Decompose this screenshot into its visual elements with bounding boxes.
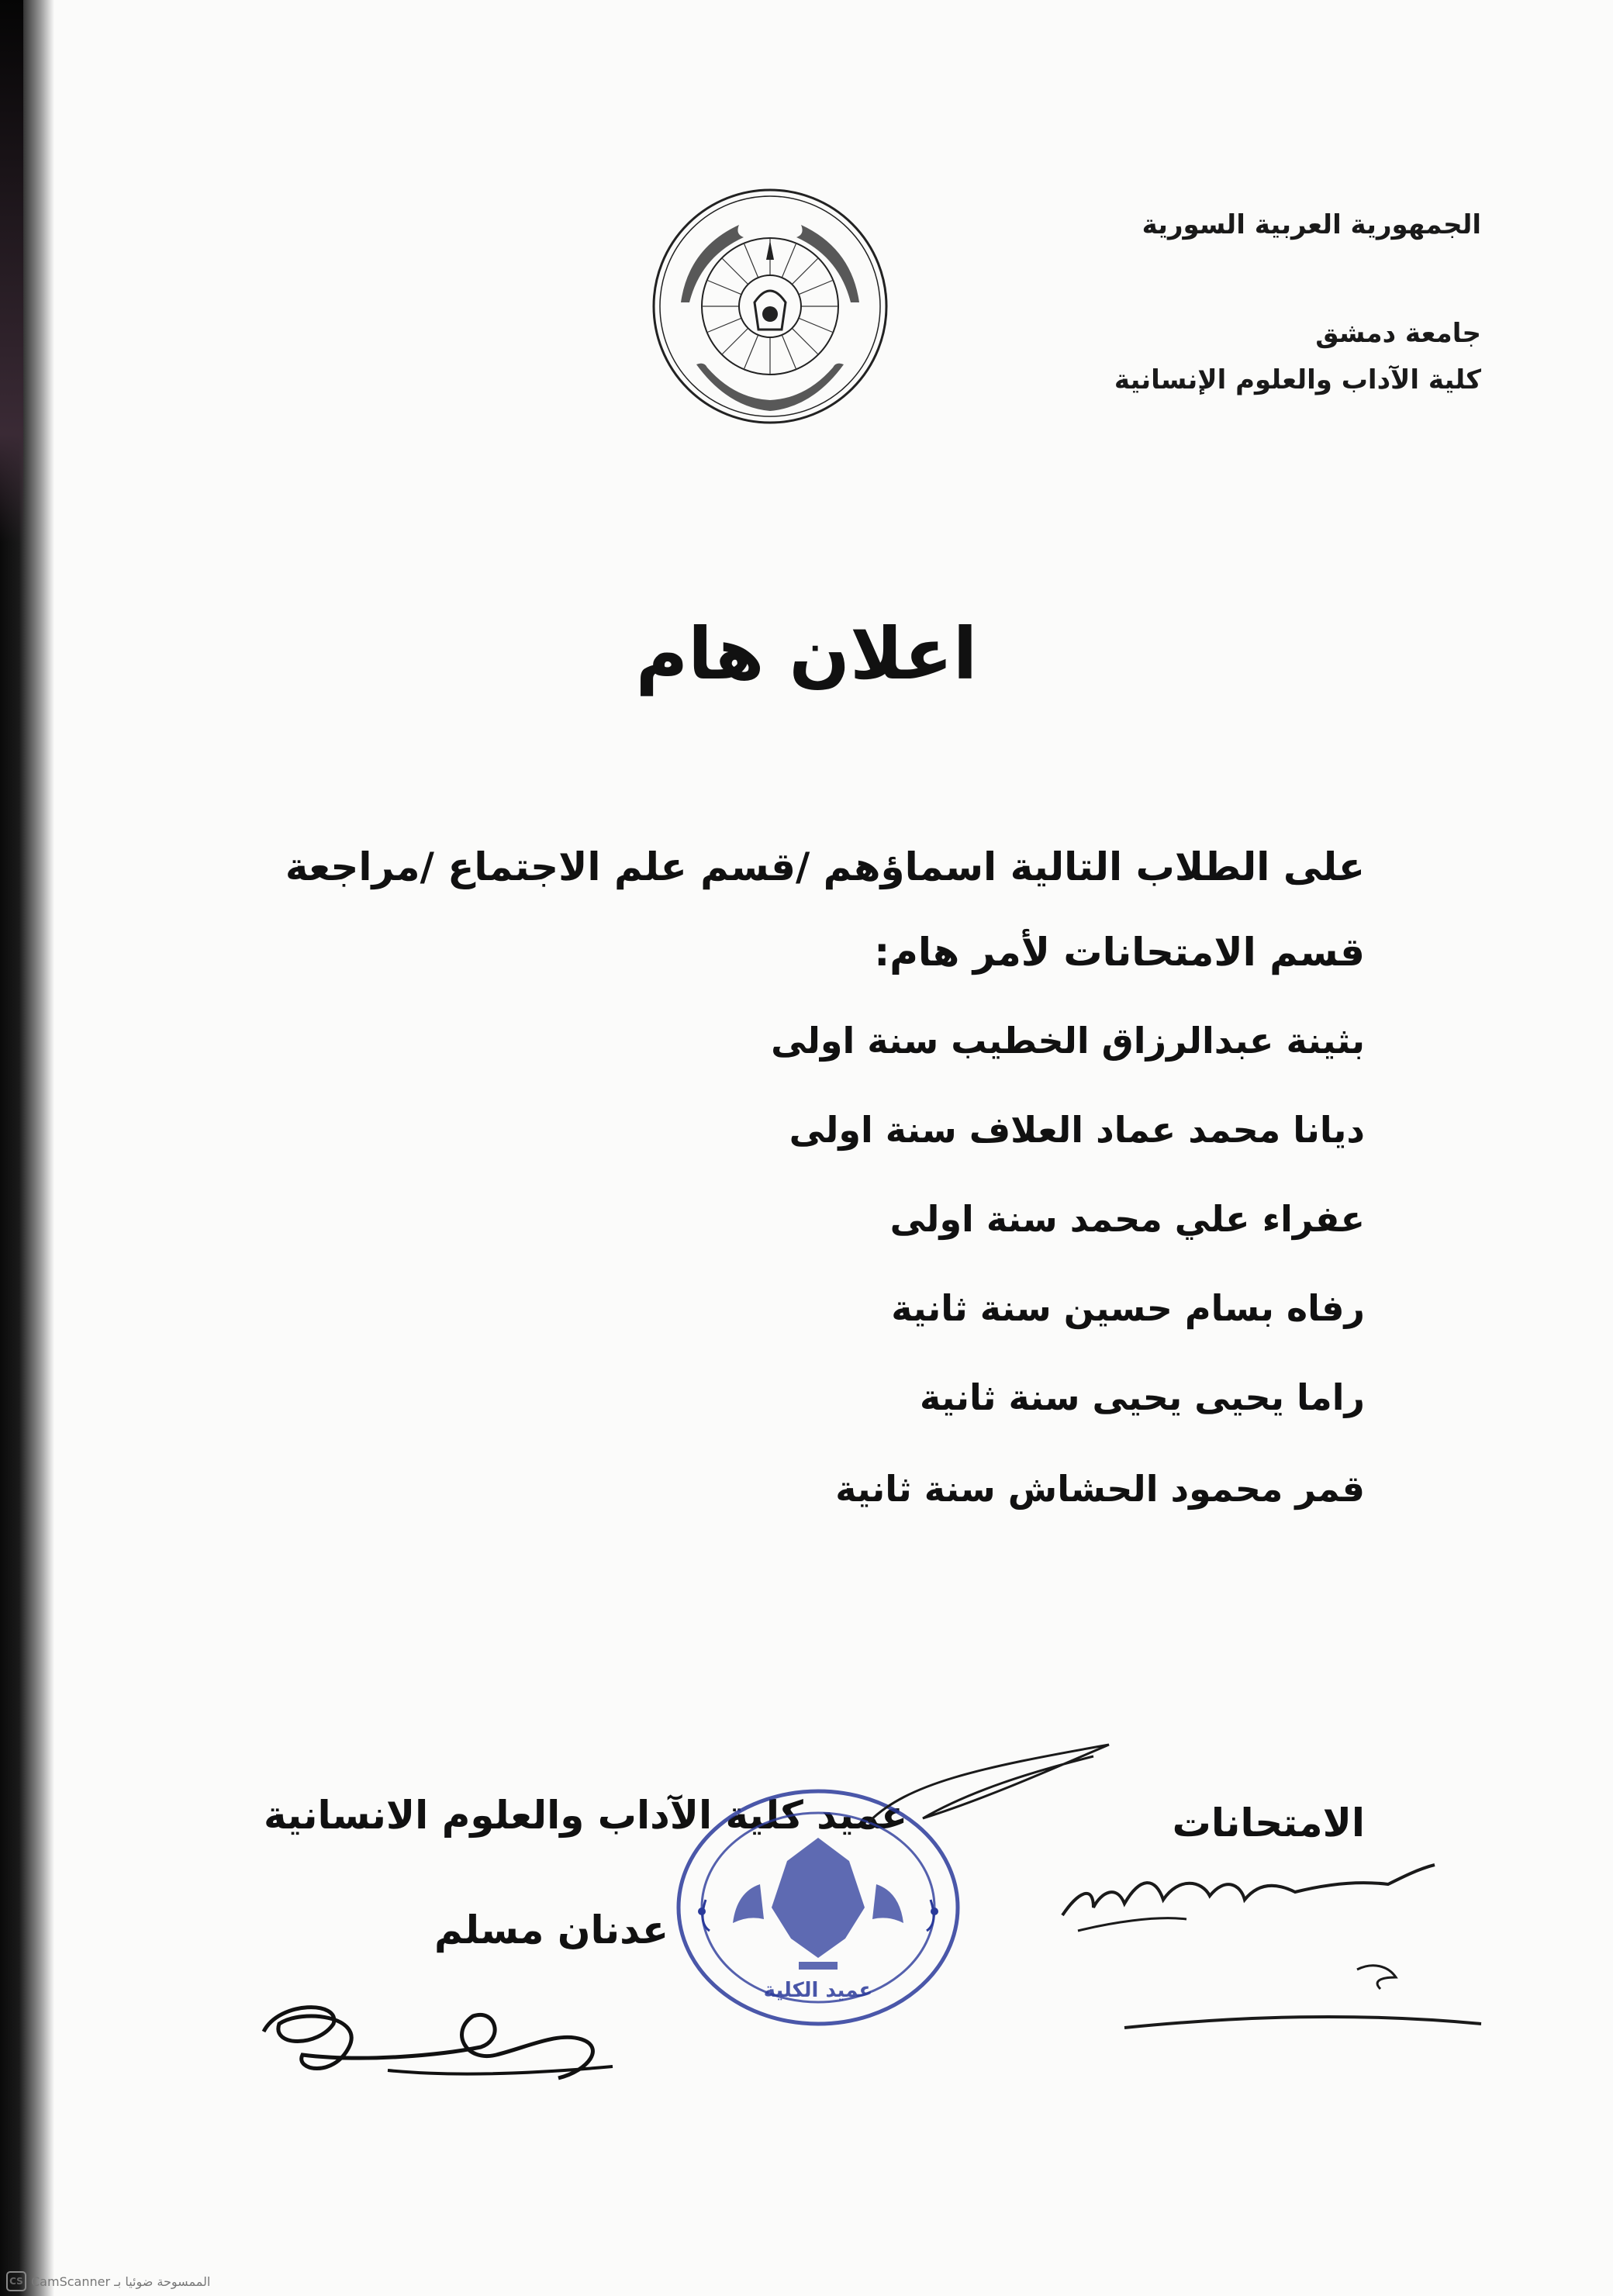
dean-signature-icon xyxy=(248,1985,636,2094)
stamp-overlap-signature-icon xyxy=(861,1737,1117,1838)
intro-line-1: على الطلاب التالية اسماؤهم /قسم علم الاجتماع /مراجعة xyxy=(285,844,1365,889)
header-republic: الجمهورية العربية السورية xyxy=(1142,209,1481,240)
student-item: رفاه بسام حسين سنة ثانية xyxy=(891,1287,1365,1329)
header-faculty: كلية الآداب والعلوم الإنسانية xyxy=(1114,364,1481,395)
student-item: راما يحيى يحيى سنة ثانية xyxy=(920,1376,1365,1418)
header-university: جامعة دمشق xyxy=(1315,318,1481,349)
student-item: بثينة عبدالرزاق الخطيب سنة اولى xyxy=(771,1020,1365,1062)
dean-title: عميد كلية الآداب والعلوم الانسانية xyxy=(264,1793,908,1838)
scanner-footer xyxy=(6,2271,210,2291)
student-item: قمر محمود الحشاش سنة ثانية xyxy=(835,1468,1365,1510)
exams-signature-icon xyxy=(1047,1861,1497,2039)
student-item: ديانا محمد عماد العلاف سنة اولى xyxy=(789,1109,1365,1151)
intro-line-2: قسم الامتحانات لأمر هام: xyxy=(874,930,1365,975)
announcement-title: اعلان هام xyxy=(635,613,978,696)
student-item: عفراء علي محمد سنة اولى xyxy=(889,1198,1365,1240)
scanner-footer-text: CamScanner الممسوحة ضوئيا بـ xyxy=(31,2274,211,2289)
university-emblem-icon xyxy=(650,186,890,426)
exams-department-label: الامتحانات xyxy=(1172,1801,1365,1845)
scan-edge-corner xyxy=(0,0,23,543)
dean-name: عدنان مسلم xyxy=(434,1908,669,1952)
stamp-bottom-text: عميد الكلية xyxy=(763,1979,873,2002)
camscanner-icon: CS xyxy=(6,2271,26,2291)
